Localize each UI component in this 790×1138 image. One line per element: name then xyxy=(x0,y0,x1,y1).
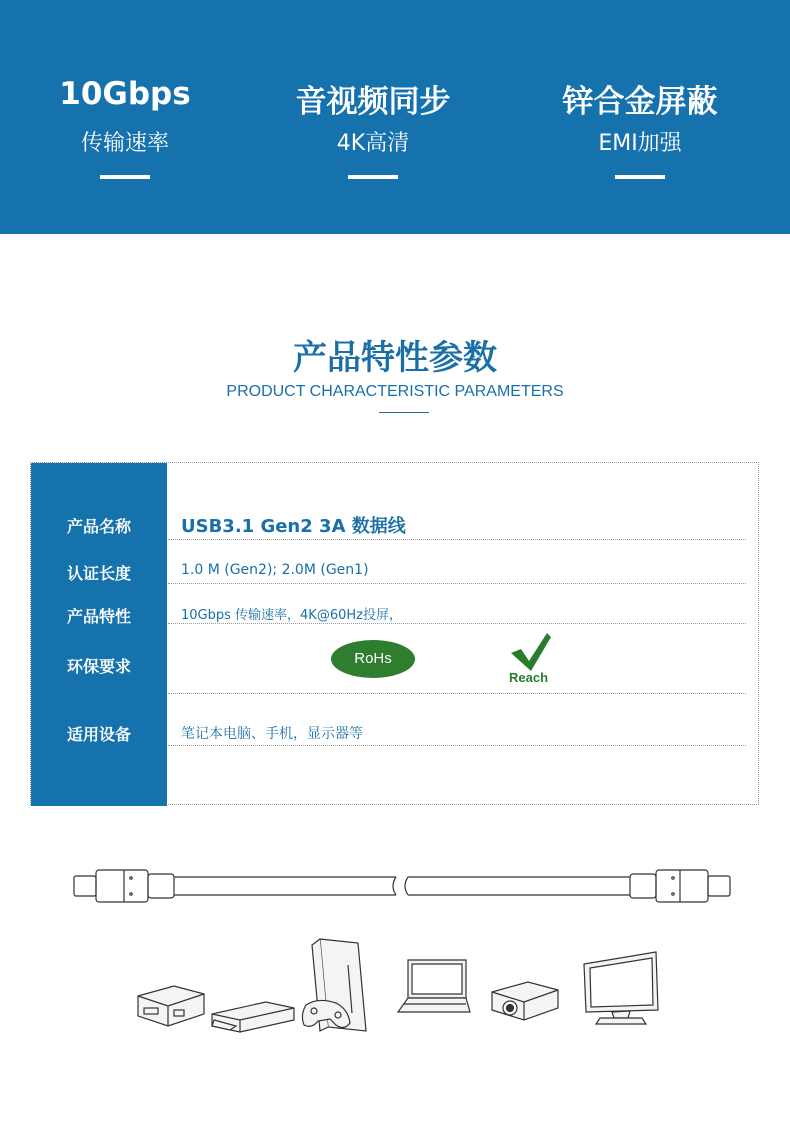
feature-underline xyxy=(348,175,398,179)
feature-title: 音视频同步 xyxy=(295,84,451,120)
feature-title: 10Gbps xyxy=(59,76,191,112)
param-value-name: USB3.1 Gen2 3A 数据线 xyxy=(181,516,406,537)
param-label-length: 认证长度 xyxy=(66,564,131,583)
param-value-length: 1.0 M (Gen2); 2.0M (Gen1) xyxy=(181,562,369,578)
row-divider xyxy=(168,623,746,624)
projector-icon xyxy=(488,974,560,1026)
game-console-icon xyxy=(298,935,378,1035)
row-divider xyxy=(168,745,746,746)
usb-c-cable-diagram xyxy=(0,858,790,918)
feature-subtitle: 4K高清 xyxy=(336,131,410,156)
param-label-features: 产品特性 xyxy=(66,607,131,626)
feature-underline xyxy=(100,175,150,179)
parameter-table xyxy=(30,462,759,805)
param-value-features: 10Gbps 传输速率，4K@60Hz投屏， xyxy=(181,608,402,623)
section-title: 产品特性参数 xyxy=(293,338,497,378)
reach-label: Reach xyxy=(509,670,549,685)
laptop-icon xyxy=(396,958,472,1018)
param-value-devices: 笔记本电脑、手机，显示器等 xyxy=(181,726,363,742)
rohs-badge: RoHs xyxy=(331,640,415,678)
param-label-environmental: 环保要求 xyxy=(66,657,131,676)
monitor-icon xyxy=(582,950,662,1028)
row-divider xyxy=(168,583,746,584)
feature-title: 锌合金屏蔽 xyxy=(562,84,718,120)
feature-subtitle: EMI加强 xyxy=(598,131,682,156)
row-divider xyxy=(168,539,746,540)
section-underline xyxy=(379,412,429,413)
section-subtitle: PRODUCT CHARACTERISTIC PARAMETERS xyxy=(226,383,564,400)
set-top-box-icon xyxy=(134,980,208,1030)
param-label-name: 产品名称 xyxy=(66,517,131,536)
param-label-devices: 适用设备 xyxy=(66,725,131,744)
row-divider xyxy=(168,693,746,694)
feature-underline xyxy=(615,175,665,179)
dvd-player-icon xyxy=(208,996,298,1036)
feature-subtitle: 传输速率 xyxy=(80,131,169,156)
feature-banner xyxy=(0,0,790,234)
